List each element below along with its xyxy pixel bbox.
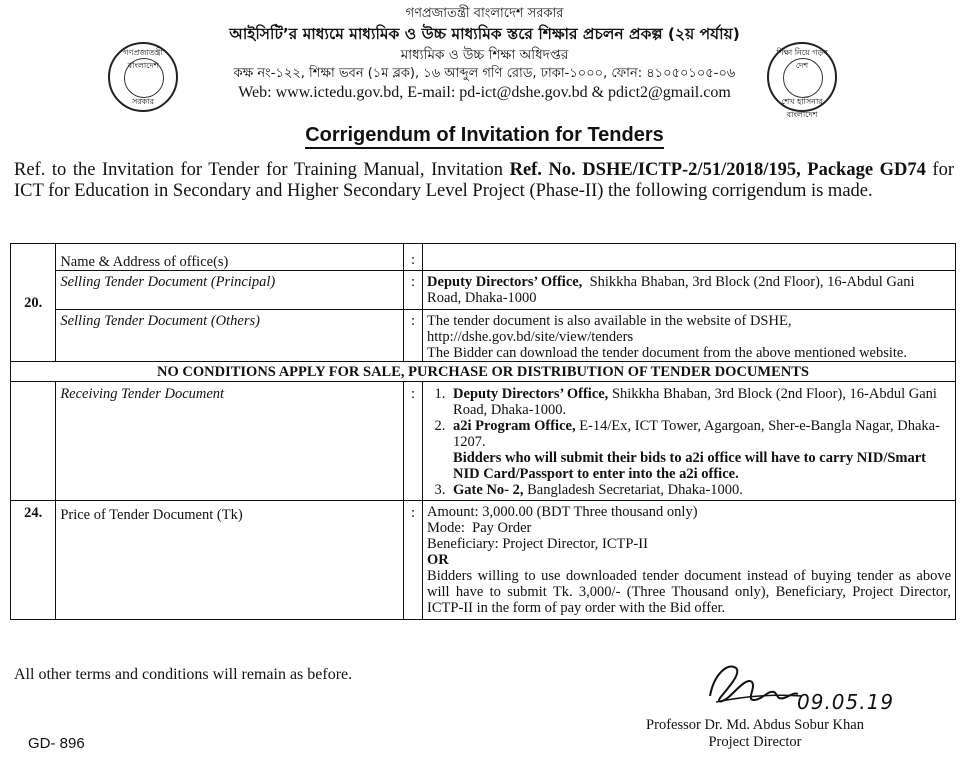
closing-statement: All other terms and conditions will remain as before. — [14, 666, 353, 683]
signatory-name: Professor Dr. Md. Abdus Sobur Khan — [646, 717, 864, 733]
a2i-note: Bidders who will submit their bids to a2i office will have to carry NID/Smart NID Card/Passport to enter into the a2i office. — [453, 450, 927, 482]
table-row — [11, 362, 956, 382]
row-label: Selling Tender Document (Principal) — [56, 271, 404, 310]
row-label: Selling Tender Document (Others) — [56, 310, 404, 362]
signatory — [620, 717, 890, 751]
signatory-title: Project Director — [708, 734, 802, 750]
corrigendum-table — [10, 243, 956, 620]
table-row: Receiving Tender Document : 1. Deputy Directors’ Office, Shikkha Bhaban, 3rd Block (2nd Floor), 16-Abdul Gani Road, Dhaka-1000. 2. a2i Program Office, E-14/Ex, ICT Tower, Agargoan, Sher-e-Bangla Nagar, Dhaka-1207. Bidders who will submit their bids to a2i office will have to carry NID/Smart NID Card/Passport to enter into the a2i office. 3. Gate No- 2, Bangladesh Secretariat, Dhaka-1000. — [11, 382, 956, 501]
header-government: গণপ্রজাতন্ত্রী বাংলাদেশ সরকার — [405, 6, 564, 21]
header-project-name: আইসিটি’র মাধ্যমে মাধ্যমিক ও উচ্চ মাধ্যমিক স্তরে শিক্ষার প্রচলন প্রকল্প (২য় পর্যায়) — [229, 25, 740, 43]
row-label: Price of Tender Document (Tk) — [56, 501, 404, 620]
no-conditions-banner: NO CONDITIONS APPLY FOR SALE, PURCHASE OR DISTRIBUTION OF TENDER DOCUMENTS — [11, 362, 956, 382]
header-contact: Web: www.ictedu.gov.bd, E-mail: pd-ict@dshe.gov.bd & pdict2@gmail.com — [238, 84, 731, 101]
section-number-cell: 20. — [11, 244, 56, 362]
row-label: Receiving Tender Document — [56, 382, 404, 501]
list-item: 1. Deputy Directors’ Office, Shikkha Bhaban, 3rd Block (2nd Floor), 16-Abdul Gani Road, Dhaka-1000. — [449, 386, 951, 418]
header-address: কক্ষ নং-১২২, শিক্ষা ভবন (১ম ব্লক), ১৬ আব্দুল গণি রোড, ঢাকা-১০০০, ফোন: ৪১০৫০১০৫-০৬ — [233, 66, 736, 81]
receiving-offices-list — [427, 386, 951, 498]
row-value: The tender document is also available in the website of DSHE, http://dshe.gov.bd/site/view/tenders The Bidder can download the tender document from the above mentioned website. — [423, 310, 956, 362]
header-department: মাধ্যমিক ও উচ্চ শিক্ষা অধিদপ্তর — [400, 47, 569, 63]
row-value: Deputy Directors’ Office, Shikkha Bhaban, 3rd Block (2nd Floor), 16-Abdul Gani Road, Dhaka-1000 — [423, 271, 956, 310]
reference-paragraph: Ref. to the Invitation for Tender for Training Manual, Invitation Ref. No. DSHE/ICTP-2/51/2018/195, Package GD74 for ICT for Education in Secondary and Higher Secondary Level Project (Phase-II) the following corrigendum is made. — [14, 160, 954, 201]
row-label: Name & Address of office(s) — [56, 244, 404, 271]
signature-date: 09.05.19 — [797, 690, 895, 714]
project-logo-top-text: শিক্ষা নিয়ে গড়ব দেশ — [776, 48, 828, 70]
list-item: 2. a2i Program Office, E-14/Ex, ICT Tower, Agargoan, Sher-e-Bangla Nagar, Dhaka-1207. Bidders who will submit their bids to a2i office will have to carry NID/Smart NID Card/Passport to enter into the a2i office. — [449, 418, 951, 482]
table-row: Selling Tender Document (Others) : The tender document is also available in the website of DSHE, http://dshe.gov.bd/site/view/tenders The Bidder can download the tender document from the above mentioned website. — [11, 310, 956, 362]
table-row: Selling Tender Document (Principal) : Deputy Directors’ Office, Shikkha Bhaban, 3rd Block (2nd Floor), 16-Abdul Gani Road, Dhaka-1000 — [11, 271, 956, 310]
section-number-cell: 24. — [11, 501, 56, 620]
government-seal-bottom-text: সরকার — [131, 97, 154, 106]
row-value — [423, 382, 956, 501]
table-row: 24. Price of Tender Document (Tk) : Amount: 3,000.00 (BDT Three thousand only) Mode: Pay Order Beneficiary: Project Director, ICTP-II OR Bidders willing to use downloaded tender document instead of buying tender as above will have to submit Tk. 3,000/- (Three Thousand only), Beneficiary, Project Director, ICTP-II in the form of pay order with the Bid offer. — [11, 501, 956, 620]
project-logo-bottom-text: শেখ হাসিনার বাংলাদেশ — [781, 97, 823, 119]
government-seal-top-text: গণপ্রজাতন্ত্রী বাংলাদেশ — [123, 48, 163, 70]
tender-url: http://dshe.gov.bd/site/view/tenders — [427, 329, 634, 345]
table-row: 20. Name & Address of office(s) : — [11, 244, 956, 271]
list-item: 3. Gate No- 2, Bangladesh Secretariat, Dhaka-1000. — [449, 482, 951, 498]
page-title: Corrigendum of Invitation for Tenders — [0, 124, 969, 147]
document-code: GD- 896 — [28, 735, 85, 752]
row-value: Amount: 3,000.00 (BDT Three thousand only) Mode: Pay Order Beneficiary: Project Director, ICTP-II OR Bidders willing to use downloaded tender document instead of buying tender as above will have to submit Tk. 3,000/- (Three Thousand only), Beneficiary, Project Director, ICTP-II in the form of pay order with the Bid offer. — [423, 501, 956, 620]
